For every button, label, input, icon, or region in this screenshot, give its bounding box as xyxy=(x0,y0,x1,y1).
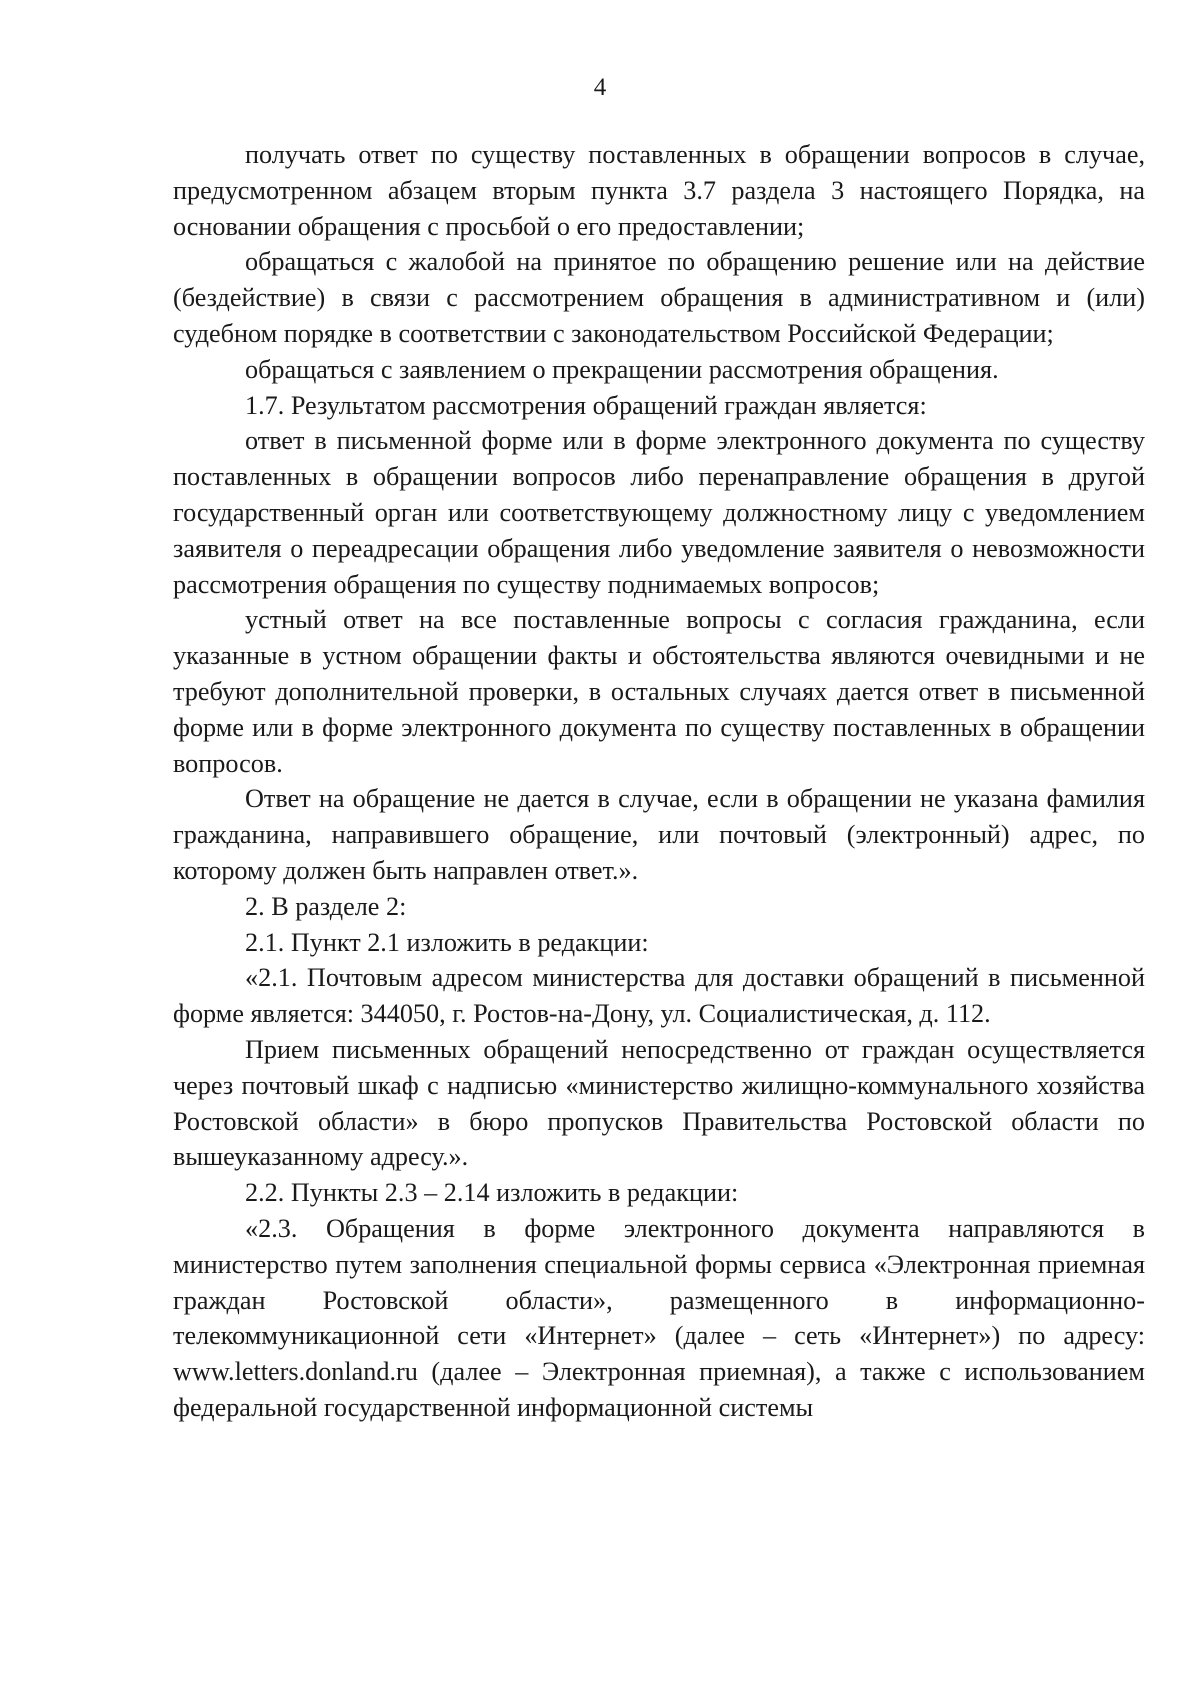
paragraph-right-terminate: обращаться с заявлением о прекращении рассмотрения обращения. xyxy=(245,354,999,384)
paragraph-right-complain: обращаться с жалобой на принятое по обращению решение или на действие (бездействие) в связи с рассмотрением обращения в административном и (или) судебном порядке в соответствии с законодательством Российской Федерации; xyxy=(173,247,1145,348)
paragraph-reception: Прием письменных обращений непосредственно от граждан осуществляется через почтовый шкаф с надписью «министерство жилищно-коммунального хозяйства Ростовской области» в бюро пропусков Правительства Ростовской области по вышеуказанному адресу.». xyxy=(173,1034,1145,1172)
paragraph-clause-2-1-header: 2.1. Пункт 2.1 изложить в редакции: xyxy=(245,927,649,957)
paragraph-right-receive-answer: получать ответ по существу поставленных в обращении вопросов в случае, предусмотренном абзацем вторым пункта 3.7 раздела 3 настоящего Порядка, на основании обращения с просьбой о его предоставлении; xyxy=(173,140,1145,241)
paragraph-written-answer: ответ в письменной форме или в форме электронного документа по существу поставленных в обращении вопросов либо перенаправление обращения в другой государственный орган или соответствующему должностному лицу с уведомлением заявителя о переадресации обращения либо уведомление заявителя о невозможности рассмотрения обращения по существу поднимаемых вопросов; xyxy=(173,426,1145,599)
document-body xyxy=(173,137,1145,1426)
paragraph-postal-address: «2.1. Почтовым адресом министерства для доставки обращений в письменной форме является: 344050, г. Ростов-на-Дону, ул. Социалистическая, д. 112. xyxy=(173,963,1145,1029)
page-number: 4 xyxy=(593,74,607,101)
paragraph-oral-answer: устный ответ на все поставленные вопросы с согласия гражданина, если указанные в устном обращении факты и обстоятельства являются очевидными и не требуют дополнительной проверки, в остальных случаях дается ответ в письменной форме или в форме электронного документа по существу поставленных в обращении вопросов. xyxy=(173,605,1145,778)
paragraph-section-2: 2. В разделе 2: xyxy=(245,891,407,921)
paragraph-clause-1-7: 1.7. Результатом рассмотрения обращений граждан является: xyxy=(245,390,927,420)
paragraph-clause-2-2-header: 2.2. Пункты 2.3 – 2.14 изложить в редакции: xyxy=(245,1178,739,1208)
paragraph-electronic-appeals: «2.3. Обращения в форме электронного документа направляются в министерство путем заполнения специальной формы сервиса «Электронная приемная граждан Ростовской области», размещенного в информационно-телекоммуникационной сети «Интернет» (далее – сеть «Интернет») по адресу: www.letters.donland.ru (далее – Электронная приемная), а также с использованием федеральной государственной информационной системы xyxy=(173,1213,1145,1422)
paragraph-no-answer: Ответ на обращение не дается в случае, если в обращении не указана фамилия гражданина, направившего обращение, или почтовый (электронный) адрес, по которому должен быть направлен ответ.». xyxy=(173,784,1145,885)
